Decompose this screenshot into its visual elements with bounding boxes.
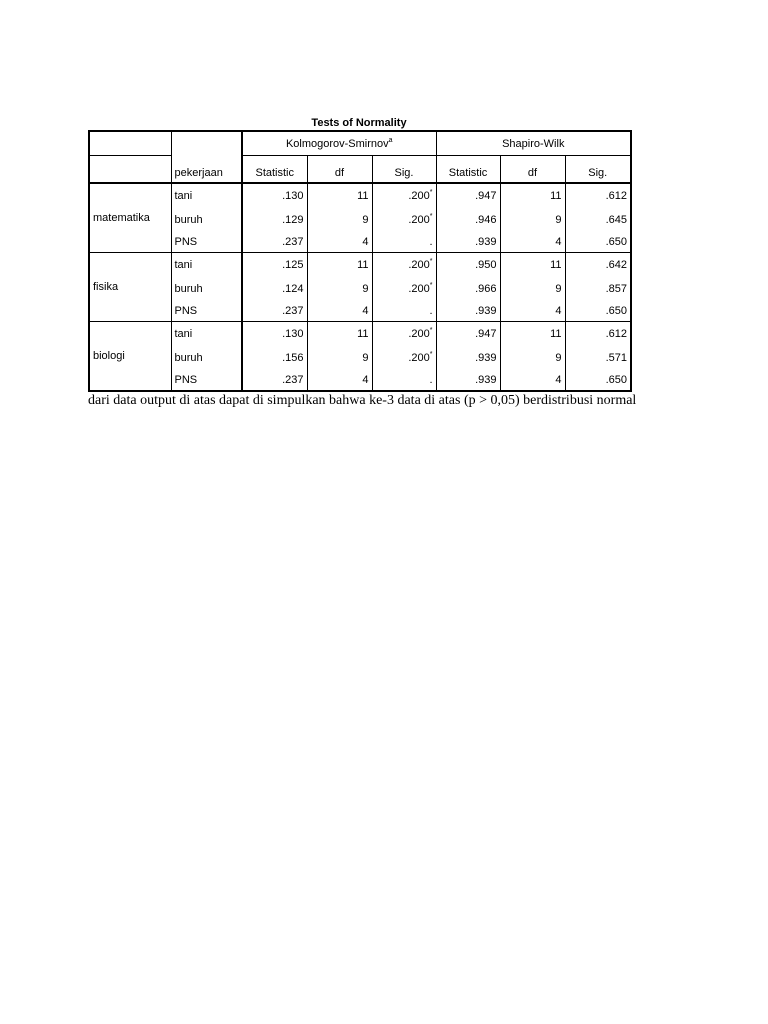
cell-ks-statistic: .130 [242, 322, 307, 347]
cell-sw-sig: .612 [565, 183, 631, 208]
cell-ks-statistic: .237 [242, 369, 307, 391]
header-sw-sig: Sig. [565, 156, 631, 184]
sig-value: .200 [408, 213, 430, 226]
row-group-label: fisika [89, 253, 171, 322]
footnote-marker-star: * [429, 189, 433, 196]
footnote-marker-star: * [429, 258, 433, 265]
cell-ks-sig: . [372, 231, 436, 253]
cell-sw-statistic: .966 [436, 277, 500, 300]
cell-sw-sig: .650 [565, 231, 631, 253]
header-group-shapiro-wilk: Shapiro-Wilk [436, 131, 631, 156]
cell-sw-sig: .642 [565, 253, 631, 278]
cell-sw-statistic: .939 [436, 300, 500, 322]
cell-sw-df: 4 [500, 369, 565, 391]
cell-ks-sig [372, 183, 436, 208]
cell-ks-statistic: .237 [242, 231, 307, 253]
table-title: Tests of Normality [311, 117, 407, 129]
cell-sw-statistic: .950 [436, 253, 500, 278]
header-corner-cell-lower [89, 156, 171, 184]
header-sw-statistic: Statistic [436, 156, 500, 184]
cell-ks-sig: . [372, 369, 436, 391]
cell-pekerjaan: PNS [171, 369, 242, 391]
sig-value: .200 [408, 328, 430, 340]
header-blank-cell [171, 131, 242, 156]
table-row [89, 300, 631, 322]
sig-value: .200 [408, 351, 430, 364]
footnote-marker-star: * [429, 350, 433, 358]
cell-sw-df: 9 [500, 277, 565, 300]
cell-ks-df: 11 [307, 322, 372, 347]
cell-ks-statistic: .156 [242, 346, 307, 369]
cell-ks-df: 4 [307, 300, 372, 322]
cell-sw-sig: .650 [565, 369, 631, 391]
cell-sw-df: 9 [500, 346, 565, 369]
cell-sw-statistic: .939 [436, 369, 500, 391]
sig-value: .200 [408, 282, 430, 295]
cell-ks-sig [372, 277, 436, 300]
header-ks-df: df [307, 156, 372, 184]
cell-ks-statistic: .129 [242, 208, 307, 231]
header-row-groups [89, 131, 631, 156]
cell-ks-statistic: .237 [242, 300, 307, 322]
footnote-marker-star: * [429, 281, 433, 289]
cell-sw-df: 11 [500, 253, 565, 278]
footnote-marker-star: * [429, 327, 433, 334]
cell-sw-statistic: .939 [436, 231, 500, 253]
cell-sw-df: 4 [500, 231, 565, 253]
cell-pekerjaan: PNS [171, 300, 242, 322]
header-sw-df: df [500, 156, 565, 184]
cell-ks-sig: . [372, 300, 436, 322]
cell-ks-sig [372, 253, 436, 278]
cell-ks-sig [372, 346, 436, 369]
cell-pekerjaan: buruh [171, 277, 242, 300]
cell-sw-sig: .650 [565, 300, 631, 322]
cell-ks-df: 11 [307, 253, 372, 278]
table-row [89, 208, 631, 231]
cell-sw-sig: .612 [565, 322, 631, 347]
cell-pekerjaan: buruh [171, 208, 242, 231]
footnote-marker-a: a [388, 136, 393, 144]
header-group-kolmogorov-smirnov: Kolmogorov-Smirnov$^a$ [242, 131, 436, 156]
table-row [89, 346, 631, 369]
cell-sw-statistic: .946 [436, 208, 500, 231]
cell-pekerjaan: tani [171, 253, 242, 278]
cell-ks-df: 4 [307, 369, 372, 391]
cell-pekerjaan: tani [171, 183, 242, 208]
cell-ks-statistic: .125 [242, 253, 307, 278]
cell-ks-df: 9 [307, 277, 372, 300]
tests-of-normality-table [88, 130, 632, 392]
sig-value: .200 [408, 190, 430, 202]
table-row [89, 183, 631, 208]
cell-ks-df: 9 [307, 208, 372, 231]
cell-sw-df: 11 [500, 322, 565, 347]
cell-sw-statistic: .947 [436, 322, 500, 347]
cell-pekerjaan: buruh [171, 346, 242, 369]
cell-sw-sig: .645 [565, 208, 631, 231]
cell-sw-statistic: .947 [436, 183, 500, 208]
cell-ks-df: 4 [307, 231, 372, 253]
cell-ks-df: 11 [307, 183, 372, 208]
cell-ks-sig [372, 208, 436, 231]
row-group-label: biologi [89, 322, 171, 392]
sig-value: .200 [408, 259, 430, 271]
cell-pekerjaan: tani [171, 322, 242, 347]
table-row [89, 322, 631, 347]
table-body [89, 183, 631, 391]
cell-sw-statistic: .939 [436, 346, 500, 369]
footnote-marker-star: * [429, 212, 433, 220]
cell-pekerjaan: PNS [171, 231, 242, 253]
conclusion-text: dari data output di atas dapat di simpulkan bahwa ke-3 data di atas (p > 0,05) berdistribusi normal [88, 393, 637, 408]
cell-sw-sig: .571 [565, 346, 631, 369]
cell-sw-df: 11 [500, 183, 565, 208]
header-ks-statistic: Statistic [242, 156, 307, 184]
cell-sw-df: 9 [500, 208, 565, 231]
row-group-label: matematika [89, 183, 171, 253]
header-pekerjaan: pekerjaan [171, 156, 242, 184]
header-corner-cell [89, 131, 171, 156]
table-row [89, 369, 631, 391]
cell-sw-sig: .857 [565, 277, 631, 300]
cell-ks-statistic: .130 [242, 183, 307, 208]
cell-ks-statistic: .124 [242, 277, 307, 300]
cell-ks-df: 9 [307, 346, 372, 369]
table-row [89, 253, 631, 278]
header-row-columns [89, 156, 631, 184]
cell-sw-df: 4 [500, 300, 565, 322]
table-row [89, 277, 631, 300]
table-row [89, 231, 631, 253]
header-ks-sig: Sig. [372, 156, 436, 184]
cell-ks-sig [372, 322, 436, 347]
